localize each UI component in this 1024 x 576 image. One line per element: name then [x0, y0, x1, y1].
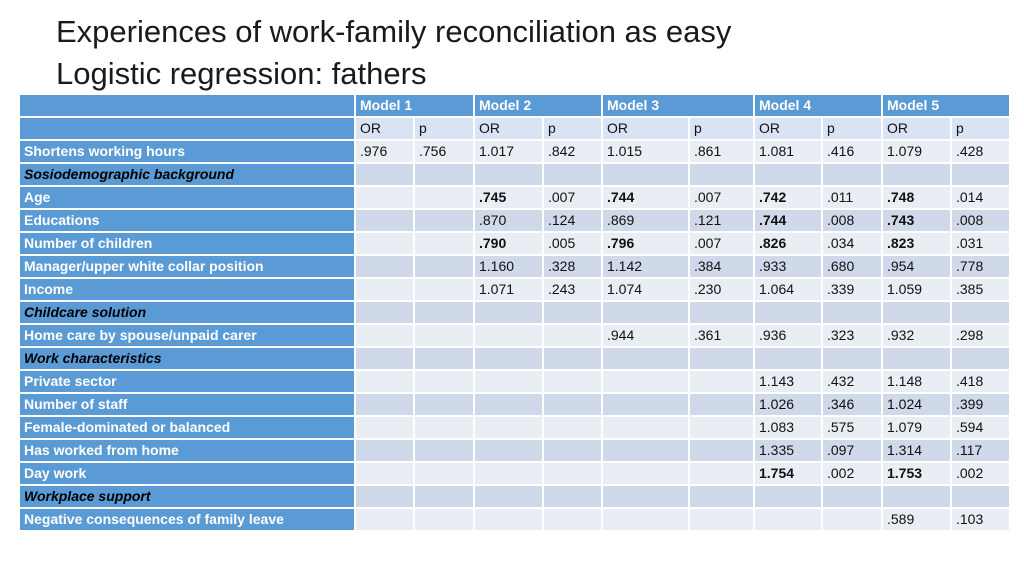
or-cell: [474, 370, 543, 393]
or-cell: .944: [602, 324, 689, 347]
section-label: Sosiodemographic background: [19, 163, 355, 186]
p-cell: .007: [543, 186, 602, 209]
p-cell: [951, 163, 1010, 186]
table-row: [19, 324, 1010, 347]
p-cell: [414, 393, 474, 416]
p-cell: [543, 324, 602, 347]
or-cell: [355, 232, 414, 255]
or-cell: 1.017: [474, 140, 543, 163]
p-cell: [414, 416, 474, 439]
p-cell: [414, 508, 474, 531]
or-cell: .933: [754, 255, 822, 278]
p-cell: .346: [822, 393, 882, 416]
or-cell: .976: [355, 140, 414, 163]
row-label: Number of staff: [19, 393, 355, 416]
row-label: Female-dominated or balanced: [19, 416, 355, 439]
p-cell: .361: [689, 324, 754, 347]
p-cell: .680: [822, 255, 882, 278]
p-cell: .008: [951, 209, 1010, 232]
or-cell: [602, 370, 689, 393]
p-cell: .117: [951, 439, 1010, 462]
or-cell: [474, 163, 543, 186]
p-cell: .384: [689, 255, 754, 278]
or-cell: .748: [882, 186, 951, 209]
or-cell: [754, 347, 822, 370]
or-cell: [602, 416, 689, 439]
model-header: Model 3: [602, 94, 754, 117]
table-row: [19, 370, 1010, 393]
or-cell: .796: [602, 232, 689, 255]
p-cell: .031: [951, 232, 1010, 255]
p-cell: [951, 485, 1010, 508]
p-cell: .418: [951, 370, 1010, 393]
or-cell: .936: [754, 324, 822, 347]
p-cell: [689, 393, 754, 416]
section-row: [19, 163, 1010, 186]
p-cell: .861: [689, 140, 754, 163]
p-cell: .594: [951, 416, 1010, 439]
or-cell: .954: [882, 255, 951, 278]
regression-table: [18, 93, 1011, 532]
p-cell: [414, 324, 474, 347]
stat-header: p: [822, 117, 882, 140]
row-label: Private sector: [19, 370, 355, 393]
or-cell: 1.079: [882, 140, 951, 163]
or-cell: [355, 370, 414, 393]
row-label: Home care by spouse/unpaid carer: [19, 324, 355, 347]
stat-header-row: [19, 117, 1010, 140]
section-row: [19, 301, 1010, 324]
or-cell: [355, 301, 414, 324]
p-cell: .243: [543, 278, 602, 301]
p-cell: [543, 485, 602, 508]
table-row: [19, 278, 1010, 301]
or-cell: .589: [882, 508, 951, 531]
p-cell: [414, 278, 474, 301]
stat-header: p: [543, 117, 602, 140]
p-cell: [689, 163, 754, 186]
model-header: Model 1: [355, 94, 474, 117]
or-cell: [355, 508, 414, 531]
or-cell: 1.059: [882, 278, 951, 301]
p-cell: [543, 439, 602, 462]
or-cell: 1.148: [882, 370, 951, 393]
row-label: Has worked from home: [19, 439, 355, 462]
p-cell: [414, 439, 474, 462]
p-cell: [689, 347, 754, 370]
or-cell: [754, 301, 822, 324]
p-cell: .416: [822, 140, 882, 163]
or-cell: [474, 416, 543, 439]
or-cell: [355, 393, 414, 416]
p-cell: .014: [951, 186, 1010, 209]
row-label: Negative consequences of family leave: [19, 508, 355, 531]
p-cell: [822, 301, 882, 324]
p-cell: [543, 163, 602, 186]
p-cell: .323: [822, 324, 882, 347]
or-cell: 1.081: [754, 140, 822, 163]
or-cell: [474, 462, 543, 485]
or-cell: [754, 485, 822, 508]
table-row: [19, 255, 1010, 278]
header-corner: [19, 117, 355, 140]
row-label: Income: [19, 278, 355, 301]
row-label: Educations: [19, 209, 355, 232]
section-row: [19, 485, 1010, 508]
or-cell: [355, 278, 414, 301]
section-label: Workplace support: [19, 485, 355, 508]
or-cell: 1.314: [882, 439, 951, 462]
p-cell: .428: [951, 140, 1010, 163]
p-cell: [414, 163, 474, 186]
or-cell: [602, 439, 689, 462]
p-cell: [543, 462, 602, 485]
or-cell: 1.024: [882, 393, 951, 416]
or-cell: .744: [602, 186, 689, 209]
or-cell: [474, 439, 543, 462]
table-row: [19, 416, 1010, 439]
stat-header: OR: [355, 117, 414, 140]
or-cell: .869: [602, 209, 689, 232]
p-cell: .005: [543, 232, 602, 255]
or-cell: [355, 186, 414, 209]
or-cell: .870: [474, 209, 543, 232]
table-row: [19, 186, 1010, 209]
or-cell: [602, 393, 689, 416]
or-cell: [474, 301, 543, 324]
table-row: [19, 209, 1010, 232]
section-row: [19, 347, 1010, 370]
or-cell: .826: [754, 232, 822, 255]
or-cell: [882, 347, 951, 370]
p-cell: [414, 347, 474, 370]
p-cell: .230: [689, 278, 754, 301]
p-cell: [414, 301, 474, 324]
p-cell: .103: [951, 508, 1010, 531]
p-cell: .011: [822, 186, 882, 209]
section-label: Work characteristics: [19, 347, 355, 370]
p-cell: [543, 301, 602, 324]
p-cell: [414, 209, 474, 232]
p-cell: [822, 163, 882, 186]
p-cell: [543, 416, 602, 439]
slide-subtitle: Logistic regression: fathers: [56, 56, 427, 91]
stat-header: OR: [882, 117, 951, 140]
p-cell: .756: [414, 140, 474, 163]
model-header: Model 4: [754, 94, 882, 117]
p-cell: [543, 347, 602, 370]
or-cell: 1.015: [602, 140, 689, 163]
or-cell: [602, 508, 689, 531]
p-cell: [414, 485, 474, 508]
or-cell: [355, 255, 414, 278]
p-cell: [689, 416, 754, 439]
p-cell: [822, 347, 882, 370]
p-cell: .778: [951, 255, 1010, 278]
p-cell: .432: [822, 370, 882, 393]
section-label: Childcare solution: [19, 301, 355, 324]
or-cell: [882, 485, 951, 508]
or-cell: [355, 462, 414, 485]
or-cell: .823: [882, 232, 951, 255]
or-cell: [355, 324, 414, 347]
p-cell: [689, 485, 754, 508]
p-cell: [543, 508, 602, 531]
p-cell: .034: [822, 232, 882, 255]
or-cell: 1.142: [602, 255, 689, 278]
p-cell: .124: [543, 209, 602, 232]
p-cell: .328: [543, 255, 602, 278]
or-cell: [754, 163, 822, 186]
p-cell: .385: [951, 278, 1010, 301]
p-cell: .097: [822, 439, 882, 462]
table-row: [19, 140, 1010, 163]
p-cell: [543, 393, 602, 416]
stat-header: OR: [602, 117, 689, 140]
or-cell: 1.064: [754, 278, 822, 301]
p-cell: [689, 462, 754, 485]
p-cell: .575: [822, 416, 882, 439]
model-header: Model 2: [474, 94, 602, 117]
or-cell: [474, 347, 543, 370]
or-cell: [882, 301, 951, 324]
p-cell: .339: [822, 278, 882, 301]
p-cell: [951, 347, 1010, 370]
or-cell: 1.753: [882, 462, 951, 485]
p-cell: .399: [951, 393, 1010, 416]
or-cell: .744: [754, 209, 822, 232]
or-cell: 1.079: [882, 416, 951, 439]
table-row: [19, 439, 1010, 462]
or-cell: 1.335: [754, 439, 822, 462]
p-cell: [414, 370, 474, 393]
p-cell: [822, 508, 882, 531]
p-cell: .002: [951, 462, 1010, 485]
p-cell: .008: [822, 209, 882, 232]
model-header-row: [19, 94, 1010, 117]
or-cell: [474, 324, 543, 347]
or-cell: [474, 508, 543, 531]
or-cell: [355, 485, 414, 508]
or-cell: [355, 163, 414, 186]
header-corner: [19, 94, 355, 117]
row-label: Manager/upper white collar position: [19, 255, 355, 278]
p-cell: .298: [951, 324, 1010, 347]
stat-header: OR: [474, 117, 543, 140]
p-cell: .007: [689, 186, 754, 209]
or-cell: .932: [882, 324, 951, 347]
or-cell: [474, 485, 543, 508]
or-cell: [474, 393, 543, 416]
or-cell: 1.083: [754, 416, 822, 439]
or-cell: [882, 163, 951, 186]
or-cell: 1.026: [754, 393, 822, 416]
table-row: [19, 232, 1010, 255]
or-cell: [355, 439, 414, 462]
or-cell: .742: [754, 186, 822, 209]
row-label: Day work: [19, 462, 355, 485]
table-row: [19, 393, 1010, 416]
or-cell: [602, 301, 689, 324]
or-cell: [355, 209, 414, 232]
p-cell: .007: [689, 232, 754, 255]
table-row: [19, 508, 1010, 531]
or-cell: [602, 485, 689, 508]
model-header: Model 5: [882, 94, 1010, 117]
row-label: Number of children: [19, 232, 355, 255]
or-cell: .745: [474, 186, 543, 209]
p-cell: [689, 370, 754, 393]
or-cell: [602, 163, 689, 186]
p-cell: [414, 255, 474, 278]
or-cell: .790: [474, 232, 543, 255]
row-label: Shortens working hours: [19, 140, 355, 163]
p-cell: [414, 232, 474, 255]
p-cell: .121: [689, 209, 754, 232]
p-cell: [689, 301, 754, 324]
or-cell: 1.074: [602, 278, 689, 301]
or-cell: [355, 347, 414, 370]
row-label: Age: [19, 186, 355, 209]
or-cell: [602, 462, 689, 485]
or-cell: 1.143: [754, 370, 822, 393]
p-cell: [689, 508, 754, 531]
table-row: [19, 462, 1010, 485]
or-cell: .743: [882, 209, 951, 232]
or-cell: [602, 347, 689, 370]
stat-header: OR: [754, 117, 822, 140]
slide-title: Experiences of work-family reconciliation as easy: [56, 14, 732, 49]
p-cell: .842: [543, 140, 602, 163]
or-cell: [355, 416, 414, 439]
p-cell: [951, 301, 1010, 324]
p-cell: [414, 462, 474, 485]
p-cell: [543, 370, 602, 393]
or-cell: [754, 508, 822, 531]
stat-header: p: [689, 117, 754, 140]
stat-header: p: [414, 117, 474, 140]
p-cell: [689, 439, 754, 462]
or-cell: 1.160: [474, 255, 543, 278]
p-cell: [822, 485, 882, 508]
stat-header: p: [951, 117, 1010, 140]
p-cell: [414, 186, 474, 209]
or-cell: 1.754: [754, 462, 822, 485]
p-cell: .002: [822, 462, 882, 485]
or-cell: 1.071: [474, 278, 543, 301]
